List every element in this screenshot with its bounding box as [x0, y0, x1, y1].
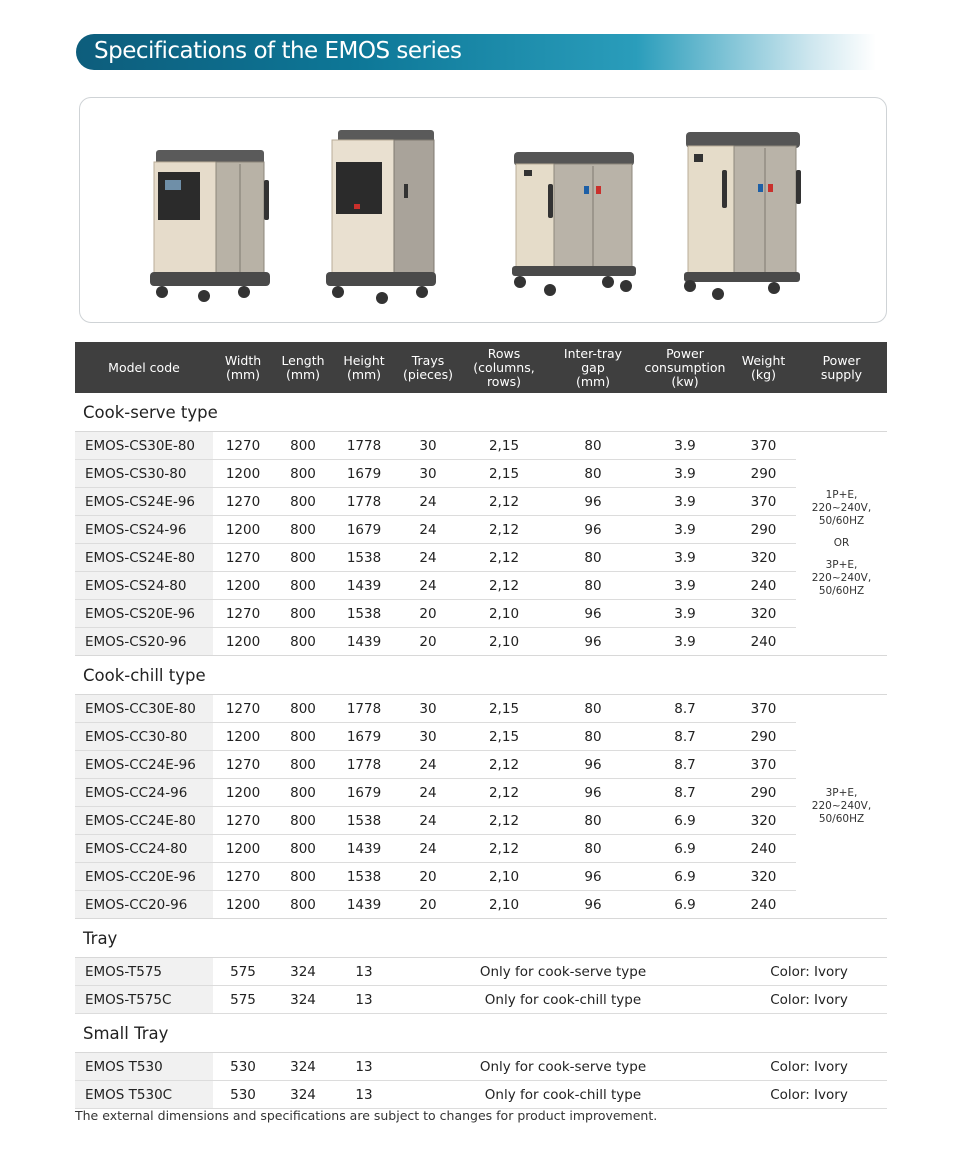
cell-usage-note: Only for cook-serve type [479, 963, 647, 980]
cell-trays: 20 [419, 868, 437, 885]
header-width: Width (mm) [224, 352, 262, 382]
cell-weight: 290 [750, 465, 777, 482]
cell-power-consumption: 3.9 [674, 633, 696, 650]
cell-width: 1270 [225, 437, 261, 454]
cell-weight: 320 [750, 812, 777, 829]
cell-power-consumption: 8.7 [674, 756, 696, 773]
cell-model-code: EMOS-CC24E-96 [75, 751, 213, 778]
cell-trays: 24 [419, 784, 437, 801]
cell-height: 1679 [346, 784, 382, 801]
table-row [75, 723, 796, 751]
cell-trays: 20 [419, 605, 437, 622]
cell-power-consumption: 3.9 [674, 521, 696, 538]
cell-trays: 30 [419, 700, 437, 717]
cell-model-code: EMOS-CC20E-96 [75, 863, 213, 890]
section-title-cook-chill: Cook-chill type [75, 656, 887, 695]
cell-height: 1439 [346, 577, 382, 594]
cell-tray-color: Color: Ivory [770, 991, 848, 1008]
cell-width: 1200 [225, 633, 261, 650]
cell-width: 1200 [225, 840, 261, 857]
cell-model-code: EMOS T530 [75, 1053, 213, 1080]
cell-inter-tray-gap: 96 [584, 521, 602, 538]
cell-length: 324 [290, 1086, 316, 1103]
table-row [75, 835, 796, 863]
cell-model-code: EMOS-CS20E-96 [75, 600, 213, 627]
cell-model-code: EMOS-CS24-96 [75, 516, 213, 543]
cell-usage-note: Only for cook-serve type [479, 1058, 647, 1075]
cell-height: 1679 [346, 465, 382, 482]
cell-model-code: EMOS-CC24E-80 [75, 807, 213, 834]
table-row [75, 779, 796, 807]
table-row [75, 544, 796, 572]
cell-rows: 2,15 [488, 728, 520, 745]
cell-rows: 2,15 [488, 465, 520, 482]
cell-usage-note: Only for cook-chill type [484, 1086, 642, 1103]
cell-width: 575 [230, 991, 256, 1008]
cell-power-consumption: 3.9 [674, 577, 696, 594]
cell-power-consumption: 6.9 [674, 896, 696, 913]
table-row [75, 460, 796, 488]
cell-rows: 2,15 [488, 700, 520, 717]
cell-length: 324 [290, 963, 316, 980]
cell-trays: 24 [419, 840, 437, 857]
cell-weight: 320 [750, 549, 777, 566]
cell-model-code: EMOS-CS20-96 [75, 628, 213, 655]
cell-model-code: EMOS-CS24E-96 [75, 488, 213, 515]
cell-inter-tray-gap: 80 [584, 728, 602, 745]
cell-model-code: EMOS-CS24E-80 [75, 544, 213, 571]
cook-chill-group [75, 695, 887, 919]
cell-height: 1679 [346, 521, 382, 538]
cell-inter-tray-gap: 80 [584, 549, 602, 566]
cell-width: 530 [230, 1058, 256, 1075]
cell-rows: 2,10 [488, 633, 520, 650]
specifications-table [75, 342, 887, 1109]
cell-weight: 240 [750, 840, 777, 857]
cell-power-consumption: 6.9 [674, 868, 696, 885]
product-photo-panel [79, 97, 887, 323]
cell-trays: 20 [419, 896, 437, 913]
cell-width: 575 [230, 963, 256, 980]
cook-serve-power-supply: 1P+E, 220~240V, 50/60HZ OR 3P+E, 220~240V, 50/60HZ [811, 489, 872, 597]
cell-rows: 2,12 [488, 549, 520, 566]
cell-width: 1270 [225, 756, 261, 773]
cell-rows: 2,12 [488, 784, 520, 801]
cell-length: 800 [290, 633, 316, 650]
cell-trays: 24 [419, 577, 437, 594]
cell-model-code: EMOS-CS24-80 [75, 572, 213, 599]
cell-length: 800 [290, 700, 316, 717]
cell-width: 1200 [225, 728, 261, 745]
cell-trays: 24 [419, 549, 437, 566]
cook-serve-group [75, 432, 887, 656]
header-trays: Trays (pieces) [403, 352, 453, 382]
table-row [75, 863, 796, 891]
cook-chill-rows [75, 695, 796, 918]
cell-power-consumption: 8.7 [674, 784, 696, 801]
cell-model-code: EMOS-CC24-80 [75, 835, 213, 862]
cell-height: 1439 [346, 840, 382, 857]
cell-height: 1778 [346, 700, 382, 717]
cell-trays: 24 [419, 493, 437, 510]
cell-power-consumption: 3.9 [674, 465, 696, 482]
cell-model-code: EMOS-CS30E-80 [75, 432, 213, 459]
cell-length: 324 [290, 991, 316, 1008]
cell-tray-color: Color: Ivory [770, 1086, 848, 1103]
cell-model-code: EMOS-CC30E-80 [75, 695, 213, 722]
section-title-cook-serve: Cook-serve type [75, 393, 887, 432]
cell-weight: 370 [750, 756, 777, 773]
cell-weight: 290 [750, 728, 777, 745]
cell-inter-tray-gap: 96 [584, 868, 602, 885]
cell-inter-tray-gap: 96 [584, 896, 602, 913]
cell-length: 324 [290, 1058, 316, 1075]
cell-weight: 370 [750, 437, 777, 454]
cell-width: 1200 [225, 577, 261, 594]
title-banner [76, 34, 876, 70]
cook-chill-power-supply: 3P+E, 220~240V, 50/60HZ [811, 787, 872, 825]
cell-inter-tray-gap: 80 [584, 812, 602, 829]
header-power-consumption: Power consumption (kw) [644, 345, 726, 389]
cell-inter-tray-gap: 96 [584, 784, 602, 801]
cell-model-code: EMOS-CS30-80 [75, 460, 213, 487]
cell-length: 800 [290, 465, 316, 482]
header-weight: Weight (kg) [741, 352, 786, 382]
tray-rows [75, 958, 887, 1014]
cell-trays: 24 [419, 521, 437, 538]
cell-model-code: EMOS-T575 [75, 958, 213, 985]
cell-power-consumption: 6.9 [674, 840, 696, 857]
cell-height: 1439 [346, 633, 382, 650]
cell-height: 1778 [346, 493, 382, 510]
small-tray-rows [75, 1053, 887, 1109]
table-row [75, 432, 796, 460]
section-title-tray: Tray [75, 919, 887, 958]
cell-weight: 240 [750, 577, 777, 594]
table-row [75, 986, 887, 1014]
cell-trays: 24 [419, 812, 437, 829]
cell-length: 800 [290, 756, 316, 773]
cell-length: 800 [290, 521, 316, 538]
cell-weight: 240 [750, 633, 777, 650]
cell-rows: 2,10 [488, 896, 520, 913]
cell-length: 800 [290, 784, 316, 801]
header-inter-tray-gap: Inter-tray gap (mm) [563, 345, 623, 389]
cell-rows: 2,12 [488, 577, 520, 594]
cell-trays: 30 [419, 437, 437, 454]
cell-inter-tray-gap: 96 [584, 493, 602, 510]
cell-length: 800 [290, 493, 316, 510]
cell-inter-tray-gap: 80 [584, 437, 602, 454]
cell-length: 800 [290, 840, 316, 857]
cell-inter-tray-gap: 96 [584, 605, 602, 622]
cell-rows: 2,12 [488, 756, 520, 773]
table-row [75, 488, 796, 516]
product-image-cook-serve-tall [680, 128, 804, 304]
cell-inter-tray-gap: 80 [584, 465, 602, 482]
cell-length: 800 [290, 728, 316, 745]
cell-power-consumption: 3.9 [674, 605, 696, 622]
cell-trays: 24 [419, 756, 437, 773]
product-image-cook-chill-tall [324, 126, 440, 308]
cell-usage-note: Only for cook-chill type [484, 991, 642, 1008]
table-row [75, 600, 796, 628]
cell-rows: 2,10 [488, 868, 520, 885]
cell-rows: 2,15 [488, 437, 520, 454]
cell-height: 13 [355, 1086, 373, 1103]
cell-height: 13 [355, 1058, 373, 1075]
product-image-cook-chill-short [148, 146, 272, 306]
cell-tray-color: Color: Ivory [770, 1058, 848, 1075]
cell-height: 1439 [346, 896, 382, 913]
table-header [75, 342, 887, 393]
cell-model-code: EMOS T530C [75, 1081, 213, 1108]
cell-model-code: EMOS-CC30-80 [75, 723, 213, 750]
cell-height: 13 [355, 991, 373, 1008]
table-row [75, 1053, 887, 1081]
cell-width: 1270 [225, 700, 261, 717]
cell-power-consumption: 3.9 [674, 437, 696, 454]
cell-height: 1538 [346, 868, 382, 885]
cell-width: 1270 [225, 493, 261, 510]
table-row [75, 516, 796, 544]
cell-width: 1270 [225, 605, 261, 622]
cell-weight: 370 [750, 493, 777, 510]
cell-weight: 290 [750, 784, 777, 801]
cell-height: 13 [355, 963, 373, 980]
cell-height: 1679 [346, 728, 382, 745]
cell-trays: 30 [419, 728, 437, 745]
cell-width: 1200 [225, 784, 261, 801]
cell-length: 800 [290, 437, 316, 454]
cook-serve-rows [75, 432, 796, 655]
cell-height: 1778 [346, 756, 382, 773]
table-row [75, 1081, 887, 1109]
cell-weight: 240 [750, 896, 777, 913]
cell-inter-tray-gap: 80 [584, 840, 602, 857]
cell-width: 1270 [225, 549, 261, 566]
cell-tray-color: Color: Ivory [770, 963, 848, 980]
page-title: Specifications of the EMOS series [94, 38, 462, 64]
cell-weight: 370 [750, 700, 777, 717]
table-row [75, 628, 796, 655]
cell-width: 1200 [225, 896, 261, 913]
cell-model-code: EMOS-CC24-96 [75, 779, 213, 806]
cell-rows: 2,12 [488, 812, 520, 829]
table-row [75, 891, 796, 918]
cell-inter-tray-gap: 80 [584, 577, 602, 594]
cell-height: 1538 [346, 812, 382, 829]
cell-inter-tray-gap: 80 [584, 700, 602, 717]
cell-rows: 2,12 [488, 493, 520, 510]
cell-trays: 20 [419, 633, 437, 650]
cell-power-consumption: 3.9 [674, 549, 696, 566]
cell-height: 1778 [346, 437, 382, 454]
cell-width: 530 [230, 1086, 256, 1103]
cell-length: 800 [290, 549, 316, 566]
table-row [75, 751, 796, 779]
cell-trays: 30 [419, 465, 437, 482]
table-row [75, 807, 796, 835]
cell-width: 1270 [225, 868, 261, 885]
cell-weight: 320 [750, 605, 777, 622]
footnote: The external dimensions and specifications are subject to changes for product improvement. [75, 1108, 658, 1123]
cell-length: 800 [290, 577, 316, 594]
cell-length: 800 [290, 605, 316, 622]
header-length: Length (mm) [281, 352, 325, 382]
header-power-supply: Power supply [820, 352, 863, 382]
cell-width: 1200 [225, 465, 261, 482]
cell-rows: 2,12 [488, 840, 520, 857]
section-title-small-tray: Small Tray [75, 1014, 887, 1053]
cell-weight: 290 [750, 521, 777, 538]
cell-length: 800 [290, 868, 316, 885]
cell-weight: 320 [750, 868, 777, 885]
cell-inter-tray-gap: 96 [584, 633, 602, 650]
header-rows: Rows (columns, rows) [473, 345, 535, 389]
cell-inter-tray-gap: 96 [584, 756, 602, 773]
cell-power-consumption: 3.9 [674, 493, 696, 510]
table-row [75, 958, 887, 986]
cell-power-consumption: 8.7 [674, 700, 696, 717]
cell-model-code: EMOS-CC20-96 [75, 891, 213, 918]
cell-length: 800 [290, 896, 316, 913]
table-row [75, 572, 796, 600]
cell-rows: 2,12 [488, 521, 520, 538]
cell-width: 1200 [225, 521, 261, 538]
cell-height: 1538 [346, 605, 382, 622]
cell-power-consumption: 8.7 [674, 728, 696, 745]
cell-length: 800 [290, 812, 316, 829]
product-image-cook-serve-short [508, 148, 638, 300]
cell-width: 1270 [225, 812, 261, 829]
cell-model-code: EMOS-T575C [75, 986, 213, 1013]
header-model-code: Model code [108, 359, 180, 375]
cell-power-consumption: 6.9 [674, 812, 696, 829]
cell-height: 1538 [346, 549, 382, 566]
table-row [75, 695, 796, 723]
header-height: Height (mm) [343, 352, 385, 382]
cell-rows: 2,10 [488, 605, 520, 622]
